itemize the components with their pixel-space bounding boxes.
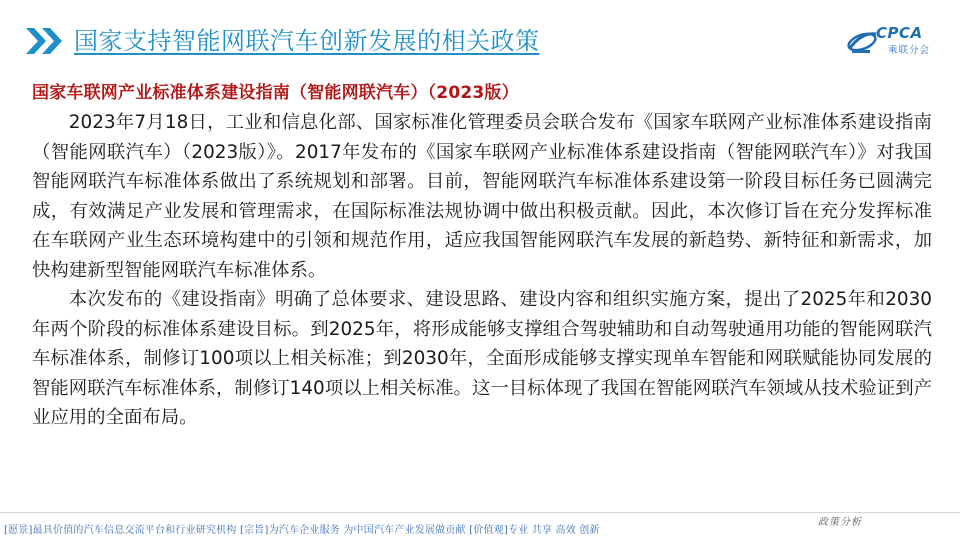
cpca-logo bbox=[846, 24, 948, 60]
paragraph-1: 2023年7月18日，工业和信息化部、国家标准化管理委员会联合发布《国家车联网产业标准体系建设指南（智能网联汽车）（2023版）》。2017年发布的《国家车联网产业标准体系建设指南（智能网联汽车）》对我国智能网联汽车标准体系做出了系统规划和部署。目前，智能网联汽车标准体系建设第一阶段目标任务已圆满完成，有效满足产业发展和管理需求，在国际标准法规协调中做出积极贡献。因此，本次修订旨在充分发挥标准在车联网产业生态环境构建中的引领和规范作用，适应我国智能网联汽车发展的新趋势、新特征和新需求，加快构建新型智能网联汽车标准体系。 bbox=[32, 112, 932, 281]
footer-section-label: 政策分析 bbox=[818, 517, 862, 528]
logo-text: CPCA bbox=[876, 24, 923, 42]
section-subtitle: 国家车联网产业标准体系建设指南（智能网联汽车）（2023版） bbox=[32, 83, 519, 103]
title-bar bbox=[26, 20, 946, 64]
double-chevron-icon bbox=[26, 26, 66, 56]
footer-divider bbox=[0, 512, 960, 513]
page-title: 国家支持智能网联汽车创新发展的相关政策 bbox=[74, 27, 540, 55]
paragraph-2: 本次发布的《建设指南》明确了总体要求、建设思路、建设内容和组织实施方案，提出了2025年和2030年两个阶段的标准体系建设目标。到2025年，将形成能够支撑组合驾驶辅助和自动驾驶通用功能的智能网联汽车标准体系，制修订100项以上相关标准；到2030年，全面形成能够支撑实现单车智能和网联赋能协同发展的智能网联汽车标准体系，制修订140项以上相关标准。这一目标体现了我国在智能网联汽车领域从技术验证到产业应用的全面布局。 bbox=[32, 289, 932, 428]
body-text bbox=[32, 108, 932, 433]
footer-text: [愿景]最具价值的汽车信息交流平台和行业研究机构 [宗旨]为汽车企业服务 为中国汽车产业发展做贡献 [价值观]专业 共享 高效 创新 bbox=[4, 525, 600, 536]
logo-subtext: 乘联分会 bbox=[888, 45, 931, 56]
cpca-logo-icon bbox=[846, 26, 878, 60]
